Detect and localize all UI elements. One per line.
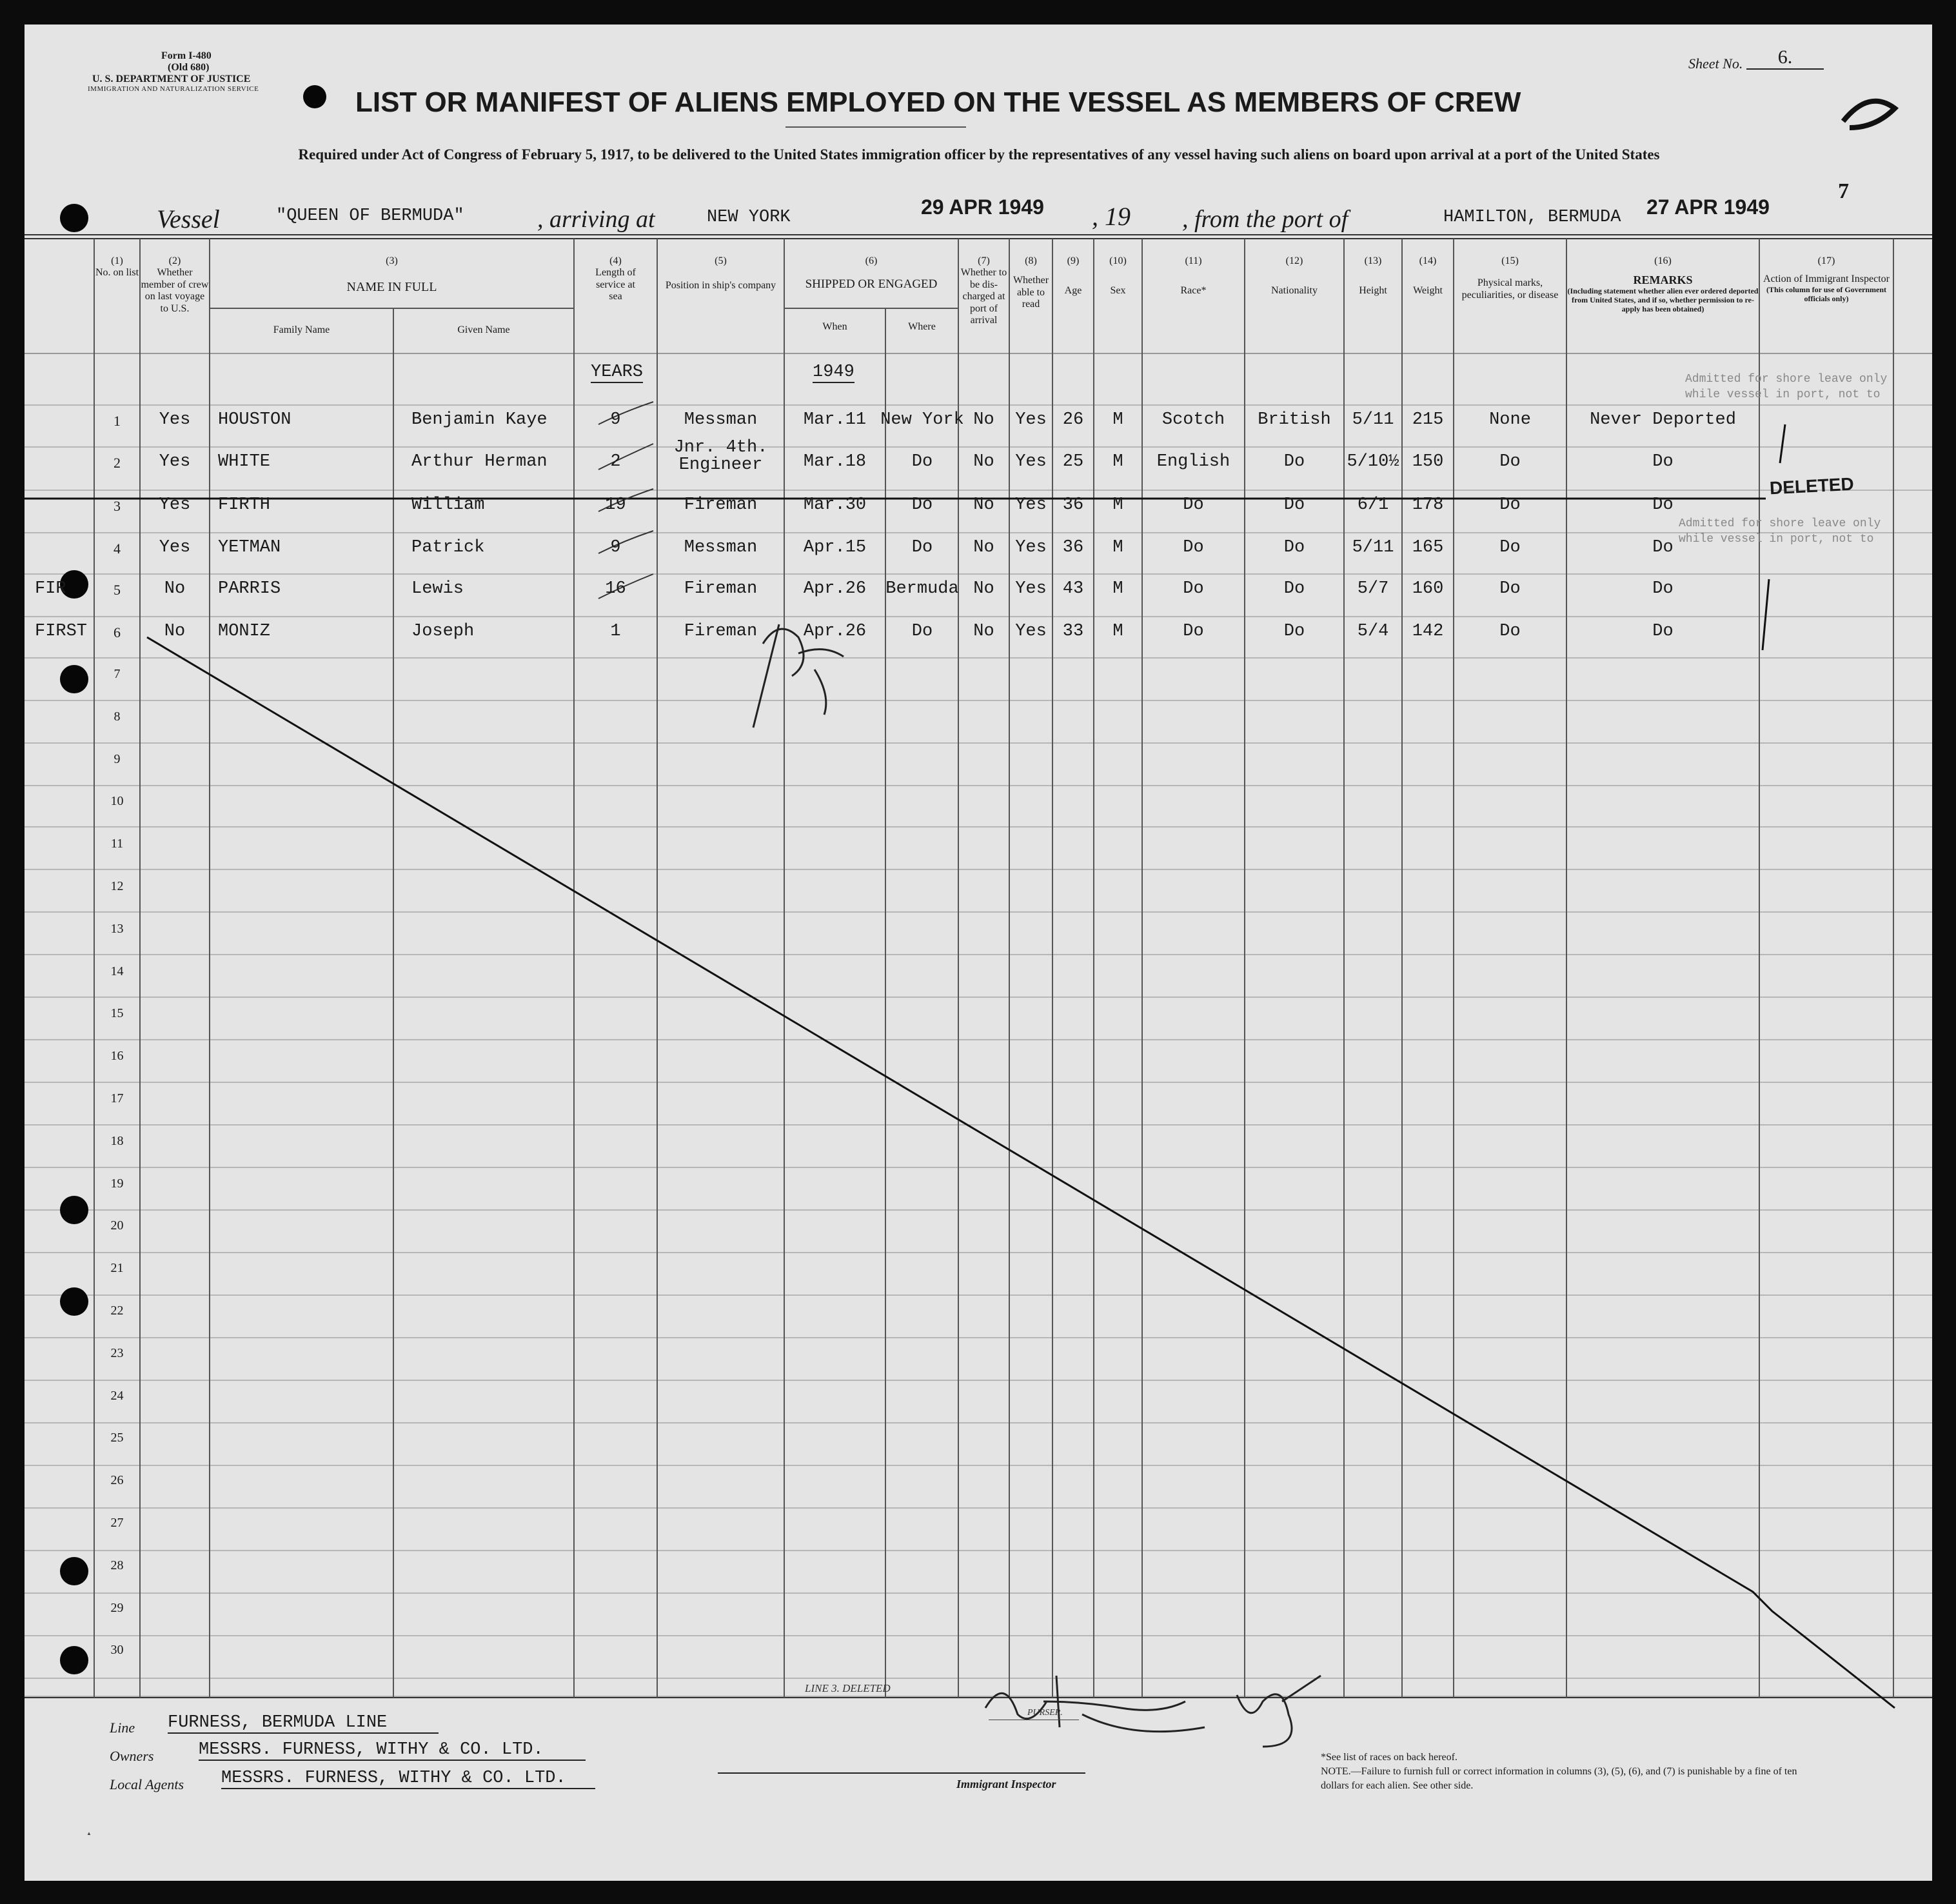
cell-race: Scotch [1161,410,1225,430]
cell-nationality: Do [1283,452,1305,471]
cell-read: Yes [1015,579,1047,599]
col12-header: (12) Nationality [1271,255,1318,297]
cell-given: William [411,495,485,515]
race-note: *See list of races on back hereof. [1321,1752,1457,1763]
cell-no: 4 [114,540,121,557]
cell-when: Apr.26 [803,622,867,641]
cell-weight: 178 [1412,495,1444,515]
cell-remarks: Do [1652,452,1674,471]
cell-when: Apr.15 [803,538,867,557]
cell-where: Do [911,622,933,641]
service-units: YEARS [591,362,644,382]
col5-header: (5) Position in ship's company [665,255,776,292]
vessel-name: "QUEEN OF BERMUDA" [276,206,464,226]
cell-height: 5/10½ [1347,452,1399,471]
line-number: 22 [110,1304,124,1318]
cell-prev: Yes [159,410,191,430]
footer-note: NOTE.—Failure to furnish full or correct information in columns (3), (5), (6), and (7) is punishable by a fine of ten dollars for each alien. See other side. [1321,1766,1797,1791]
shipped-year: 1949 [813,362,855,382]
col4-header: (4) Length of service at sea [595,255,636,302]
cell-sex: M [1112,538,1123,557]
punch-hole [60,1557,88,1585]
cell-prev: No [164,622,186,641]
line-number: 30 [110,1643,124,1658]
cell-weight: 150 [1412,452,1444,471]
cell-read: Yes [1015,538,1047,557]
line-label: Line [110,1720,135,1736]
admitted-stamp-2: Admitted for shore leave only while vessel in port, not to [1679,517,1881,546]
col13-header: (13) Height [1359,255,1387,297]
form-old-number: (Old 680) [168,62,210,73]
cell-weight: 160 [1412,579,1444,599]
cell-sex: M [1112,495,1123,515]
line-number: 11 [110,837,124,851]
line-number: 14 [110,964,124,978]
line-number: 7 [114,667,121,681]
col3-family-header: Family Name [273,324,330,335]
col7-header: (7) Whether to be dis-charged at port of arrival [960,255,1007,326]
service-label: IMMIGRATION AND NATURALIZATION SERVICE [88,85,259,93]
line-number: 19 [110,1176,124,1191]
cell-race: Do [1183,538,1204,557]
arriving-label: , arriving at [537,206,655,233]
cell-given: Arthur Herman [411,452,548,471]
agents-value: MESSRS. FURNESS, WITHY & CO. LTD. [221,1769,595,1789]
cell-marks: Do [1499,579,1521,599]
cell-discharged: No [973,495,994,515]
cell-prev: Yes [159,495,191,515]
cell-age: 43 [1062,579,1084,599]
cell-nationality: Do [1283,579,1305,599]
punch-hole [60,1646,88,1674]
cell-weight: 142 [1412,622,1444,641]
cell-discharged: No [973,452,994,471]
line-number: 26 [110,1473,124,1488]
cell-family: HOUSTON [218,410,291,430]
col16-header: (16) REMARKS (Including statement whether alien ever ordered deported from United States, and if so, whether permission to re-apply has been obtained) [1567,255,1759,313]
line-number: 12 [110,879,124,893]
cell-position: Messman [684,538,758,557]
cell-marks: Do [1499,452,1521,471]
cell-remarks: Do [1652,622,1674,641]
cell-marks: None [1489,410,1531,430]
cell-age: 36 [1062,495,1084,515]
cell-position: Jnr. 4th. Engineer [673,438,768,475]
cell-nationality: British [1258,410,1331,430]
cell-prev: No [164,579,186,599]
col3-given-header: Given Name [457,324,510,335]
departure-date-stamp: 27 APR 1949 [1646,195,1770,219]
line-number: 10 [110,794,124,809]
line-number: 28 [110,1558,124,1572]
cell-where: Do [911,495,933,515]
line-number: 29 [110,1600,124,1615]
punch-hole [60,204,88,232]
line-number: 25 [110,1431,124,1445]
cell-read: Yes [1015,495,1047,515]
cell-age: 26 [1062,410,1084,430]
line-number: 21 [110,1261,124,1276]
inspector-label: Immigrant Inspector [956,1778,1056,1790]
cell-when: Mar.11 [803,410,867,430]
cell-given: Lewis [411,579,464,599]
cell-given: Joseph [411,622,475,641]
punch-hole [60,1196,88,1224]
cell-prev: Yes [159,538,191,557]
cell-read: Yes [1015,410,1047,430]
cell-discharged: No [973,410,994,430]
line-number: 24 [110,1388,124,1403]
arrival-date-stamp: 29 APR 1949 [921,195,1044,219]
col6-where-header: Where [908,321,936,332]
col15-header: (15) Physical marks, peculiarities, or disease [1461,255,1559,301]
cell-sex: M [1112,410,1123,430]
col10-header: (10) Sex [1109,255,1127,297]
cell-where: Do [911,538,933,557]
cell-age: 25 [1062,452,1084,471]
subtitle: Required under Act of Congress of February 5, 1917, to be delivered to the United States immigration officer by the representatives of any vessel having such aliens on board upon arrival at a port of the United States [298,146,1660,163]
cell-family: WHITE [218,452,271,471]
cancel-diagonal-line [147,637,1895,1708]
cell-read: Yes [1015,452,1047,471]
line-number: 15 [110,1006,124,1021]
cell-height: 5/7 [1357,579,1389,599]
manifest-sheet [25,25,1932,1881]
cell-position: Fireman [684,495,758,515]
line-number: 18 [110,1133,124,1148]
department-label: U. S. DEPARTMENT OF JUSTICE [92,74,251,84]
cell-family: YETMAN [218,538,281,557]
cell-prev: Yes [159,452,191,471]
cell-marks: Do [1499,495,1521,515]
cell-sex: M [1112,579,1123,599]
cell-family: MONIZ [218,622,271,641]
from-port: HAMILTON, BERMUDA [1443,208,1621,227]
printer-mark: ▲ [86,1830,92,1836]
line-number: 9 [114,751,121,766]
cell-sex: M [1112,622,1123,641]
cell-no: 5 [114,582,121,598]
cell-remarks: Do [1652,495,1674,515]
punch-hole [60,665,88,693]
cell-service: 2 [610,452,621,471]
line-value: FURNESS, BERMUDA LINE [168,1713,439,1734]
line-number: 17 [110,1091,124,1106]
cell-race: Do [1183,579,1204,599]
cell-service: 9 [610,538,621,557]
cell-service: 9 [610,410,621,430]
cell-weight: 215 [1412,410,1444,430]
cell-given: Patrick [411,538,485,557]
line-number: 8 [114,709,121,724]
cell-remarks: Never Deported [1590,410,1736,430]
cell-remarks: Do [1652,579,1674,599]
cell-marks: Do [1499,622,1521,641]
line-deleted-note: LINE 3. DELETED [805,1682,891,1694]
cell-given: Benjamin Kaye [411,410,548,430]
cell-marks: Do [1499,538,1521,557]
cell-position: Messman [684,410,758,430]
cell-no: 2 [114,455,121,471]
cell-age: 33 [1062,622,1084,641]
row-left-note: FIRST [35,622,88,641]
cell-height: 5/11 [1352,538,1394,557]
deleted-stamp: DELETED [1769,473,1855,499]
cell-race: Do [1183,495,1204,515]
corner-scribble [1843,101,1895,128]
cell-race: English [1156,452,1230,471]
vessel-label: Vessel [157,204,220,233]
cell-when: Apr.26 [803,579,867,599]
cell-where: Bermuda [885,579,959,599]
line-number: 13 [110,921,124,936]
cell-when: Mar.18 [803,452,867,471]
punch-hole [60,1287,88,1316]
cell-height: 6/1 [1357,495,1389,515]
cell-family: FIRTH [218,495,271,515]
page-title: LIST OR MANIFEST OF ALIENS EMPLOYED ON THE VESSEL AS MEMBERS OF CREW [355,86,1521,118]
cell-family: PARRIS [218,579,281,599]
cell-where: Do [911,452,933,471]
col1-header: (1) No. on list [95,255,139,279]
cell-no: 1 [114,413,121,429]
row-left-note: FIR [35,579,66,599]
col17-header: (17) Action of Immigrant Inspector (This column for use of Government officials only) [1763,255,1890,303]
cell-height: 5/11 [1352,410,1394,430]
agents-label: Local Agents [110,1776,184,1792]
col9-header: (9) Age [1064,255,1082,297]
purser-label: PURSER. [1027,1708,1063,1718]
cell-service: 1 [610,622,621,641]
cell-discharged: No [973,622,994,641]
cell-weight: 165 [1412,538,1444,557]
cell-read: Yes [1015,622,1047,641]
cell-discharged: No [973,579,994,599]
cell-race: Do [1183,622,1204,641]
admitted-stamp-1: Admitted for shore leave only while vessel in port, not to [1685,373,1888,401]
cell-no: 6 [114,624,121,640]
cell-discharged: No [973,538,994,557]
line-number: 23 [110,1345,124,1360]
from-port-label: , from the port of [1182,206,1348,233]
line-number: 27 [110,1516,124,1530]
cell-nationality: Do [1283,622,1305,641]
sheet-no-label: Sheet No. [1688,55,1743,72]
line-number: 16 [110,1049,124,1064]
cell-nationality: Do [1283,538,1305,557]
cell-age: 36 [1062,538,1084,557]
owners-value: MESSRS. FURNESS, WITHY & CO. LTD. [199,1740,586,1761]
col14-header: (14) Weight [1413,255,1443,297]
arriving-port: NEW YORK [707,208,791,227]
col3-header: (3) NAME IN FULL [346,255,437,295]
cell-position: Fireman [684,622,758,641]
col11-header: (11) Race* [1180,255,1207,297]
owners-label: Owners [110,1748,154,1764]
line-number: 20 [110,1218,124,1233]
cell-when: Mar.30 [803,495,867,515]
year-label: , 19 [1092,202,1131,231]
cell-height: 5/4 [1357,622,1389,641]
cell-service: 16 [605,579,626,599]
cell-sex: M [1112,452,1123,471]
punch-hole [303,85,326,108]
cell-no: 3 [114,498,121,514]
sheet-no-value: 6. [1746,46,1824,70]
cell-remarks: Do [1652,538,1674,557]
corner-number: 7 [1838,179,1849,203]
col2-header: (2) Whether member of crew on last voyage to U.S. [141,255,209,314]
col8-header: (8) Whether able to read [1013,255,1049,310]
col6-when-header: When [822,321,847,332]
cell-nationality: Do [1283,495,1305,515]
cell-position: Fireman [684,579,758,599]
form-number: Form I-480 [161,50,212,61]
cell-where: New York [880,410,964,430]
cell-service: 19 [605,495,626,515]
col6-header: (6) SHIPPED OR ENGAGED [805,255,938,292]
